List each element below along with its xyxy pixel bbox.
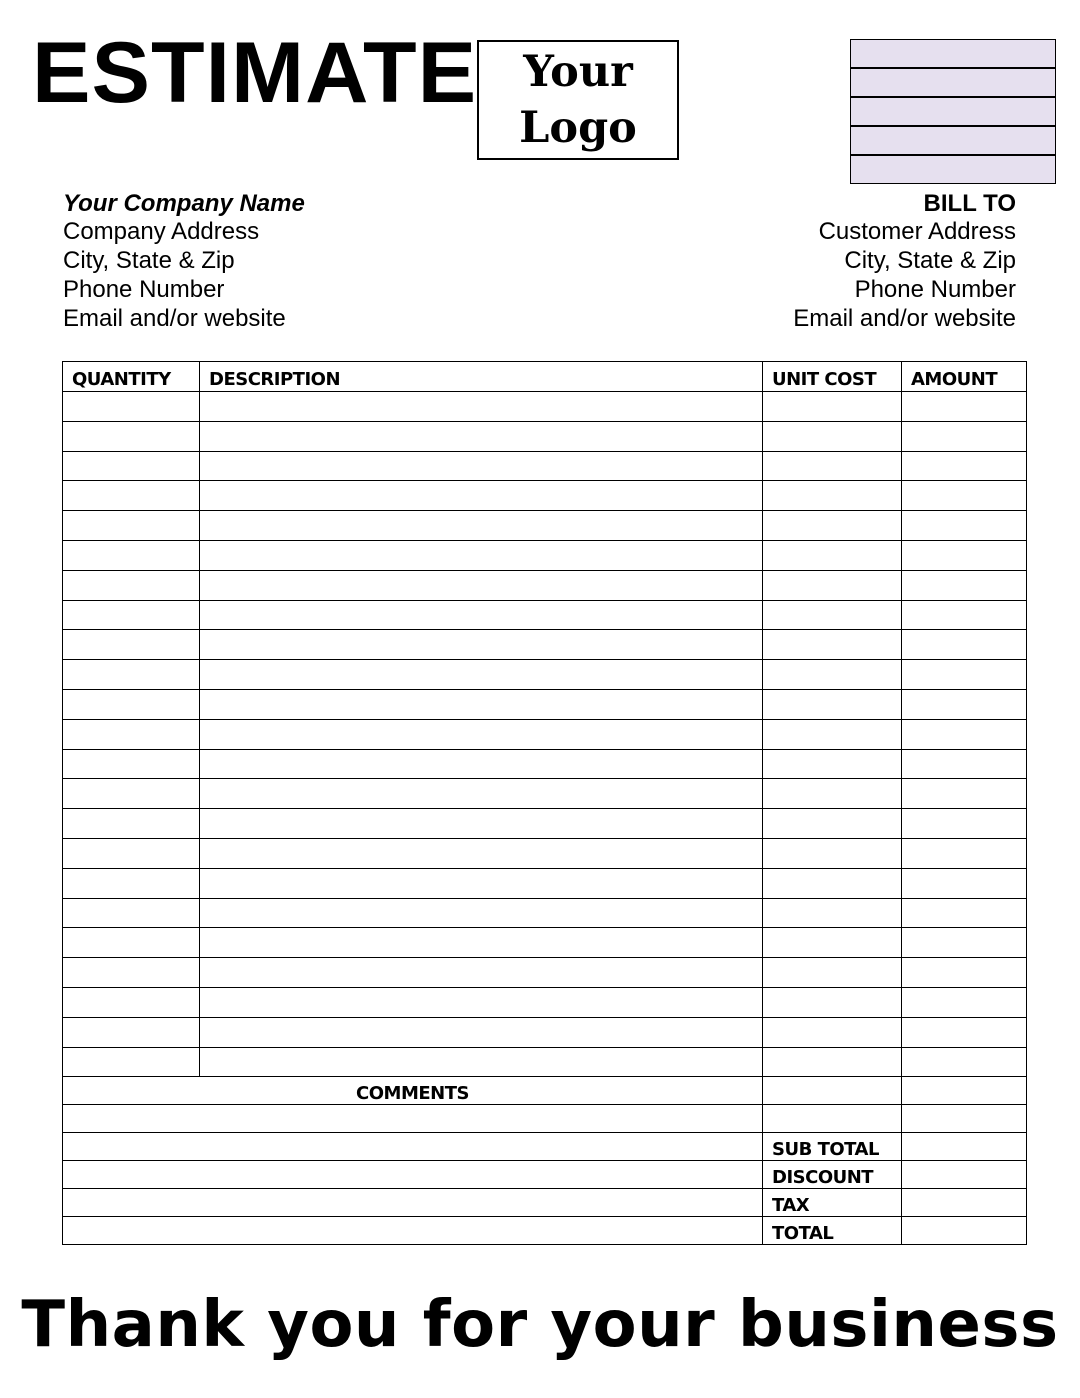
company-address: Company Address (63, 218, 260, 245)
total-row (63, 1217, 1027, 1245)
unit-cost-cell[interactable] (763, 481, 902, 511)
comments-line[interactable] (63, 1105, 763, 1133)
comments-label: COMMENTS (63, 1077, 763, 1105)
comments-line[interactable] (63, 1217, 763, 1245)
description-cell[interactable] (200, 779, 763, 809)
item-rows (63, 392, 1027, 1077)
totals-section (63, 1077, 1027, 1245)
description-cell[interactable] (200, 540, 763, 570)
customer-email: Email and/or website (793, 305, 1016, 332)
description-cell[interactable] (200, 868, 763, 898)
table-row (63, 779, 1027, 809)
quantity-cell[interactable] (63, 719, 200, 749)
description-cell[interactable] (200, 928, 763, 958)
totals-spacer-cell (763, 1105, 902, 1133)
quantity-cell[interactable] (63, 600, 200, 630)
description-header: DESCRIPTION (200, 362, 763, 392)
comments-line[interactable] (63, 1161, 763, 1189)
total-label: TOTAL (763, 1217, 902, 1245)
description-cell[interactable] (200, 898, 763, 928)
table-row (63, 1047, 1027, 1077)
description-cell[interactable] (200, 719, 763, 749)
table-row (63, 719, 1027, 749)
thank-you-footer: Thank you for your business (21, 1288, 1059, 1362)
quantity-cell[interactable] (63, 749, 200, 779)
unit-cost-cell[interactable] (763, 511, 902, 541)
logo-placeholder (477, 40, 679, 160)
logo-text (519, 44, 637, 156)
table-row (63, 749, 1027, 779)
tax-row (63, 1189, 1027, 1217)
quantity-cell[interactable] (63, 570, 200, 600)
amount-cell[interactable] (902, 928, 1027, 958)
amount-cell[interactable] (902, 630, 1027, 660)
amount-cell[interactable] (902, 421, 1027, 451)
unit-cost-cell[interactable] (763, 868, 902, 898)
quantity-cell[interactable] (63, 987, 200, 1017)
amount-cell[interactable] (902, 689, 1027, 719)
company-name: Your Company Name (63, 190, 305, 217)
description-cell[interactable] (200, 1017, 763, 1047)
description-cell[interactable] (200, 511, 763, 541)
quantity-cell[interactable] (63, 868, 200, 898)
description-cell[interactable] (200, 987, 763, 1017)
unit-cost-cell[interactable] (763, 392, 902, 422)
quantity-cell[interactable] (63, 809, 200, 839)
comments-row (63, 1077, 1027, 1105)
unit-cost-cell[interactable] (763, 540, 902, 570)
unit-cost-cell[interactable] (763, 689, 902, 719)
bill-to-heading: BILL TO (923, 190, 1016, 217)
customer-phone: Phone Number (854, 276, 1016, 303)
company-email: Email and/or website (63, 305, 286, 332)
quantity-cell[interactable] (63, 1047, 200, 1077)
table-row (63, 1017, 1027, 1047)
description-cell[interactable] (200, 958, 763, 988)
unit-cost-cell[interactable] (763, 570, 902, 600)
amount-cell[interactable] (902, 719, 1027, 749)
page-title: ESTIMATE (32, 25, 478, 121)
quantity-cell[interactable] (63, 1017, 200, 1047)
comments-line[interactable] (63, 1133, 763, 1161)
unit-cost-cell[interactable] (763, 779, 902, 809)
table-row (63, 630, 1027, 660)
amount-cell[interactable] (902, 1017, 1027, 1047)
description-cell[interactable] (200, 838, 763, 868)
amount-header: AMOUNT (902, 362, 1027, 392)
estimate-no-field[interactable] (850, 39, 1056, 68)
items-table (62, 361, 1027, 1245)
quantity-cell[interactable] (63, 898, 200, 928)
sub-total-label: SUB TOTAL (763, 1133, 902, 1161)
unit-cost-cell[interactable] (763, 630, 902, 660)
terms-field[interactable] (850, 97, 1056, 126)
table-row (63, 898, 1027, 928)
quantity-cell[interactable] (63, 540, 200, 570)
unit-cost-cell[interactable] (763, 898, 902, 928)
table-row (63, 600, 1027, 630)
quantity-cell[interactable] (63, 421, 200, 451)
description-cell[interactable] (200, 630, 763, 660)
description-cell[interactable] (200, 600, 763, 630)
amount-cell[interactable] (902, 570, 1027, 600)
unit-cost-cell[interactable] (763, 928, 902, 958)
table-row (63, 540, 1027, 570)
quantity-cell[interactable] (63, 838, 200, 868)
description-cell[interactable] (200, 660, 763, 690)
quantity-cell[interactable] (63, 392, 200, 422)
unit-cost-cell[interactable] (763, 719, 902, 749)
unit-cost-cell[interactable] (763, 838, 902, 868)
amount-cell[interactable] (902, 481, 1027, 511)
unit-cost-cell[interactable] (763, 809, 902, 839)
amount-cell[interactable] (902, 600, 1027, 630)
total-value[interactable] (902, 1217, 1027, 1245)
customer-city: City, State & Zip (844, 247, 1016, 274)
totals-spacer-amount[interactable] (902, 1077, 1027, 1105)
table-row (63, 868, 1027, 898)
description-cell[interactable] (200, 481, 763, 511)
quantity-cell[interactable] (63, 779, 200, 809)
quantity-cell[interactable] (63, 511, 200, 541)
table-row (63, 838, 1027, 868)
amount-cell[interactable] (902, 958, 1027, 988)
amount-cell[interactable] (902, 987, 1027, 1017)
unit-cost-cell[interactable] (763, 987, 902, 1017)
description-cell[interactable] (200, 421, 763, 451)
totals-spacer-cell (763, 1077, 902, 1105)
tax-label: TAX (763, 1189, 902, 1217)
table-row (63, 987, 1027, 1017)
table-row (63, 928, 1027, 958)
quantity-header: QUANTITY (63, 362, 200, 392)
amount-cell[interactable] (902, 540, 1027, 570)
unit-cost-cell[interactable] (763, 660, 902, 690)
logo-line-2: Logo (519, 103, 637, 153)
tax-value[interactable] (902, 1189, 1027, 1217)
sub-total-value[interactable] (902, 1133, 1027, 1161)
date-field[interactable] (850, 68, 1056, 97)
table-row (63, 451, 1027, 481)
unit-cost-cell[interactable] (763, 600, 902, 630)
unit-cost-cell[interactable] (763, 1047, 902, 1077)
table-row (63, 421, 1027, 451)
table-row (63, 570, 1027, 600)
quantity-cell[interactable] (63, 928, 200, 958)
description-cell[interactable] (200, 451, 763, 481)
unit-cost-cell[interactable] (763, 421, 902, 451)
comments-line[interactable] (63, 1189, 763, 1217)
unit-cost-cell[interactable] (763, 1017, 902, 1047)
unit-cost-header: UNIT COST (763, 362, 902, 392)
amount-cell[interactable] (902, 1047, 1027, 1077)
amount-cell[interactable] (902, 868, 1027, 898)
table-header-row (63, 362, 1027, 392)
amount-cell[interactable] (902, 660, 1027, 690)
amount-cell[interactable] (902, 838, 1027, 868)
totals-spacer-amount[interactable] (902, 1105, 1027, 1133)
table-row (63, 660, 1027, 690)
quantity-cell[interactable] (63, 660, 200, 690)
unit-cost-cell[interactable] (763, 749, 902, 779)
quantity-cell[interactable] (63, 958, 200, 988)
logo-line-1: Your (523, 47, 633, 97)
description-cell[interactable] (200, 392, 763, 422)
description-cell[interactable] (200, 749, 763, 779)
table-row (63, 511, 1027, 541)
customer-field[interactable] (850, 126, 1056, 155)
company-city: City, State & Zip (63, 247, 235, 274)
customer-address: Customer Address (818, 218, 1016, 245)
table-row (63, 958, 1027, 988)
table-row (63, 392, 1027, 422)
amount-cell[interactable] (902, 451, 1027, 481)
discount-value[interactable] (902, 1161, 1027, 1189)
quantity-cell[interactable] (63, 689, 200, 719)
description-cell[interactable] (200, 689, 763, 719)
amount-cell[interactable] (902, 809, 1027, 839)
amount-cell[interactable] (902, 898, 1027, 928)
description-cell[interactable] (200, 809, 763, 839)
comments-line-row (63, 1105, 1027, 1133)
quantity-cell[interactable] (63, 451, 200, 481)
amount-cell[interactable] (902, 749, 1027, 779)
quantity-cell[interactable] (63, 481, 200, 511)
table-row (63, 689, 1027, 719)
project-field[interactable] (850, 155, 1056, 184)
description-cell[interactable] (200, 1047, 763, 1077)
amount-cell[interactable] (902, 392, 1027, 422)
discount-row (63, 1161, 1027, 1189)
amount-cell[interactable] (902, 511, 1027, 541)
discount-label: DISCOUNT (763, 1161, 902, 1189)
description-cell[interactable] (200, 570, 763, 600)
amount-cell[interactable] (902, 779, 1027, 809)
table-row (63, 481, 1027, 511)
unit-cost-cell[interactable] (763, 451, 902, 481)
quantity-cell[interactable] (63, 630, 200, 660)
table-row (63, 809, 1027, 839)
unit-cost-cell[interactable] (763, 958, 902, 988)
company-phone: Phone Number (63, 276, 225, 303)
sub-total-row (63, 1133, 1027, 1161)
